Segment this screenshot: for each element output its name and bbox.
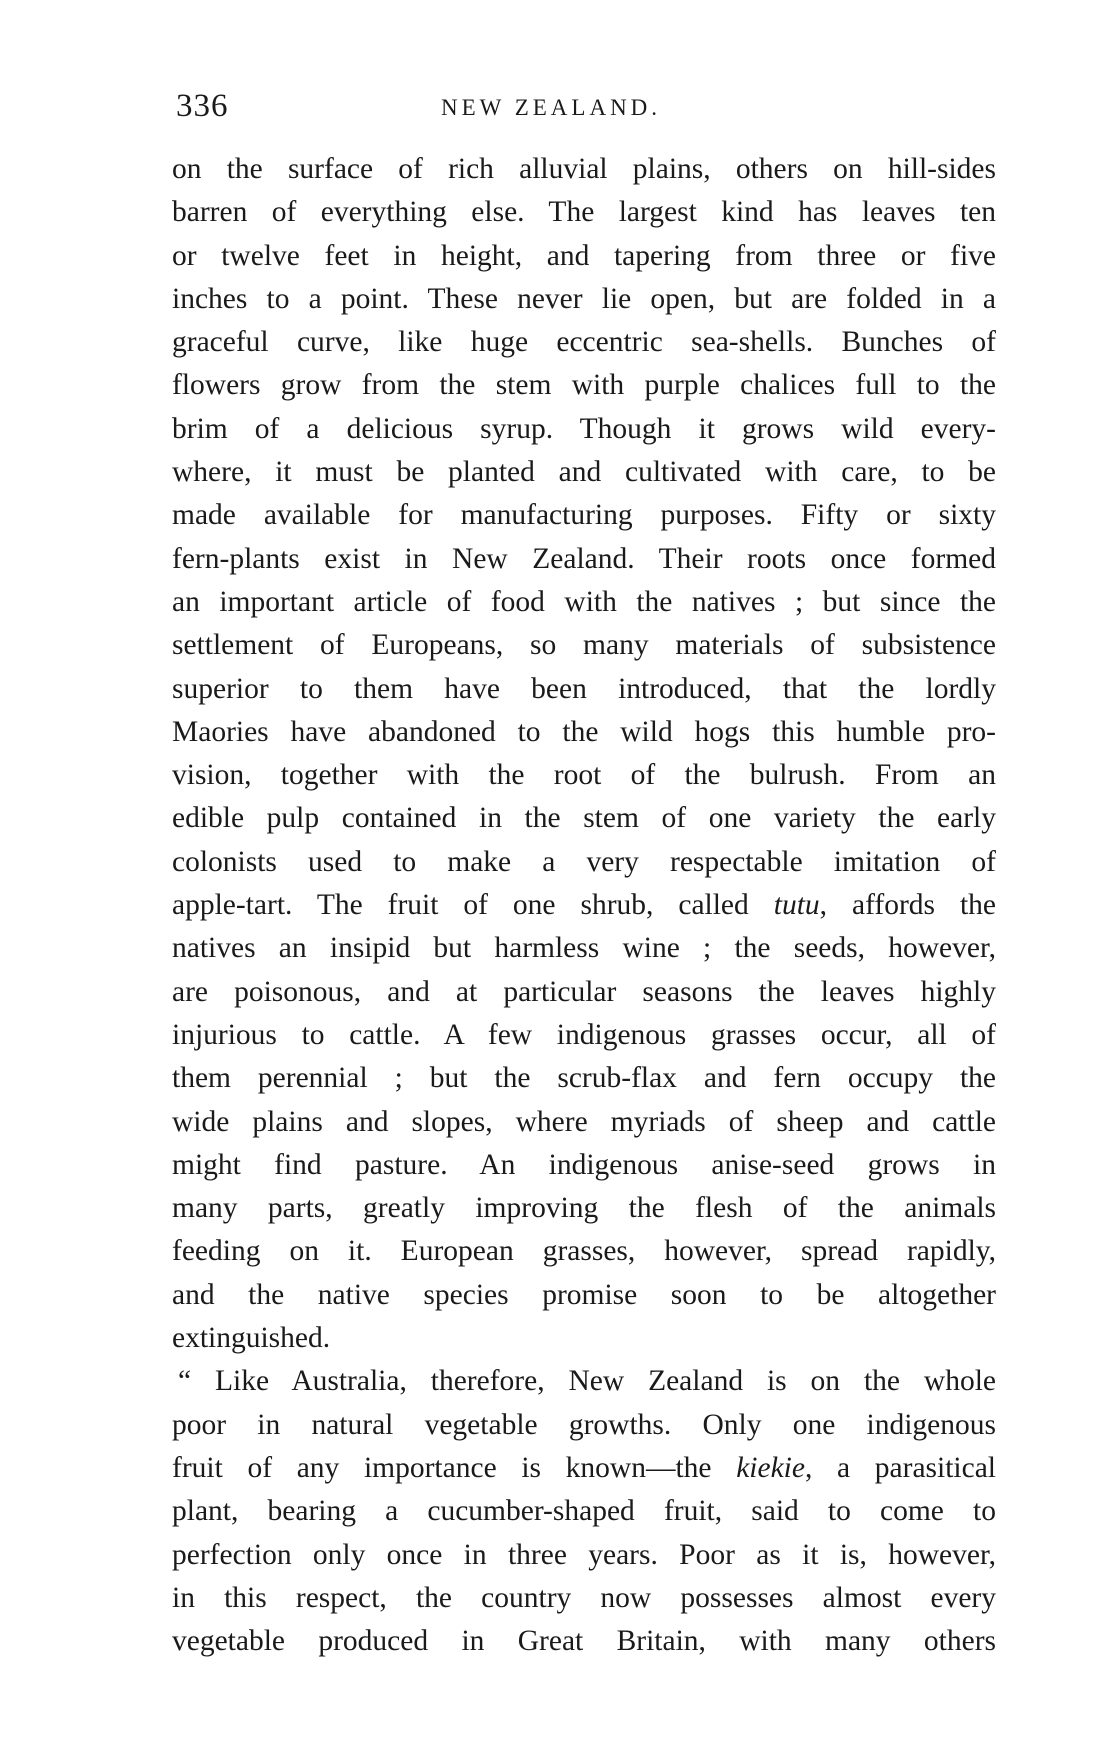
text-line: “ Like Australia, therefore, New Zealand is on the whole [178,1365,996,1398]
text-line: natives an insipid but harmless wine ; the seeds, however, [172,932,996,965]
text-line: perfection only once in three years. Poor as it is, however, [172,1538,996,1571]
text-line: in this respect, the country now possesses almost every [172,1581,996,1614]
text-line: colonists used to make a very respectable imitation of [172,845,996,878]
text-line: inches to a point. These never lie open, but are folded in a [172,282,996,315]
text-line: flowers grow from the stem with purple chalices full to the [172,369,996,402]
text-line: plant, bearing a cucumber-shaped fruit, said to come to [172,1495,996,1528]
text-line: fruit of any importance is known—the kiekie, a parasitical [172,1451,997,1484]
page-number: 336 [176,88,229,124]
text-line: an important article of food with the natives ; but since the [172,585,996,618]
running-head [176,84,1006,128]
text-line: are poisonous, and at particular seasons the leaves highly [172,975,996,1008]
text-line: Maories have abandoned to the wild hogs this humble pro- [172,715,996,748]
text-line: graceful curve, like huge eccentric sea-shells. Bunches of [172,326,996,359]
text-line: edible pulp contained in the stem of one variety the early [172,802,996,835]
text-line: them perennial ; but the scrub-flax and fern occupy the [172,1062,996,1095]
text-line: wide plains and slopes, where myriads of sheep and cattle [172,1105,996,1138]
text-line: where, it must be planted and cultivated with care, to be [172,456,996,489]
text-line: settlement of Europeans, so many materials of subsistence [172,629,996,662]
text-line: apple-tart. The fruit of one shrub, called tutu, affords the [172,889,996,922]
text-line: brim of a delicious syrup. Though it grows wild every- [172,412,996,445]
text-line: might find pasture. An indigenous anise-seed grows in [172,1148,996,1181]
text-line: many parts, greatly improving the flesh of the animals [172,1192,996,1225]
text-line: vegetable produced in Great Britain, with many others [172,1625,996,1658]
text-line: barren of everything else. The largest kind has leaves ten [172,196,996,229]
text-line: feeding on it. European grasses, however, spread rapidly, [172,1235,996,1268]
text-line: or twelve feet in height, and tapering from three or five [172,239,996,272]
running-title: NEW ZEALAND. [441,95,662,120]
text-line: vision, together with the root of the bulrush. From an [172,759,996,792]
text-line: made available for manufacturing purposes. Fifty or sixty [172,499,996,532]
italic-term: tutu [773,889,820,922]
text-line: on the surface of rich alluvial plains, others on hill-sides [172,153,996,185]
italic-term: kiekie [736,1451,805,1484]
text-line: poor in natural vegetable growths. Only one indigenous [172,1408,996,1441]
text-line: superior to them have been introduced, that the lordly [172,672,996,705]
text-line: fern-plants exist in New Zealand. Their roots once formed [172,542,996,575]
body-text [172,148,996,1663]
text-line: extinguished. [172,1322,331,1355]
text-line: and the native species promise soon to be altogether [172,1278,996,1311]
text-line: injurious to cattle. A few indigenous grasses occur, all of [172,1018,996,1051]
